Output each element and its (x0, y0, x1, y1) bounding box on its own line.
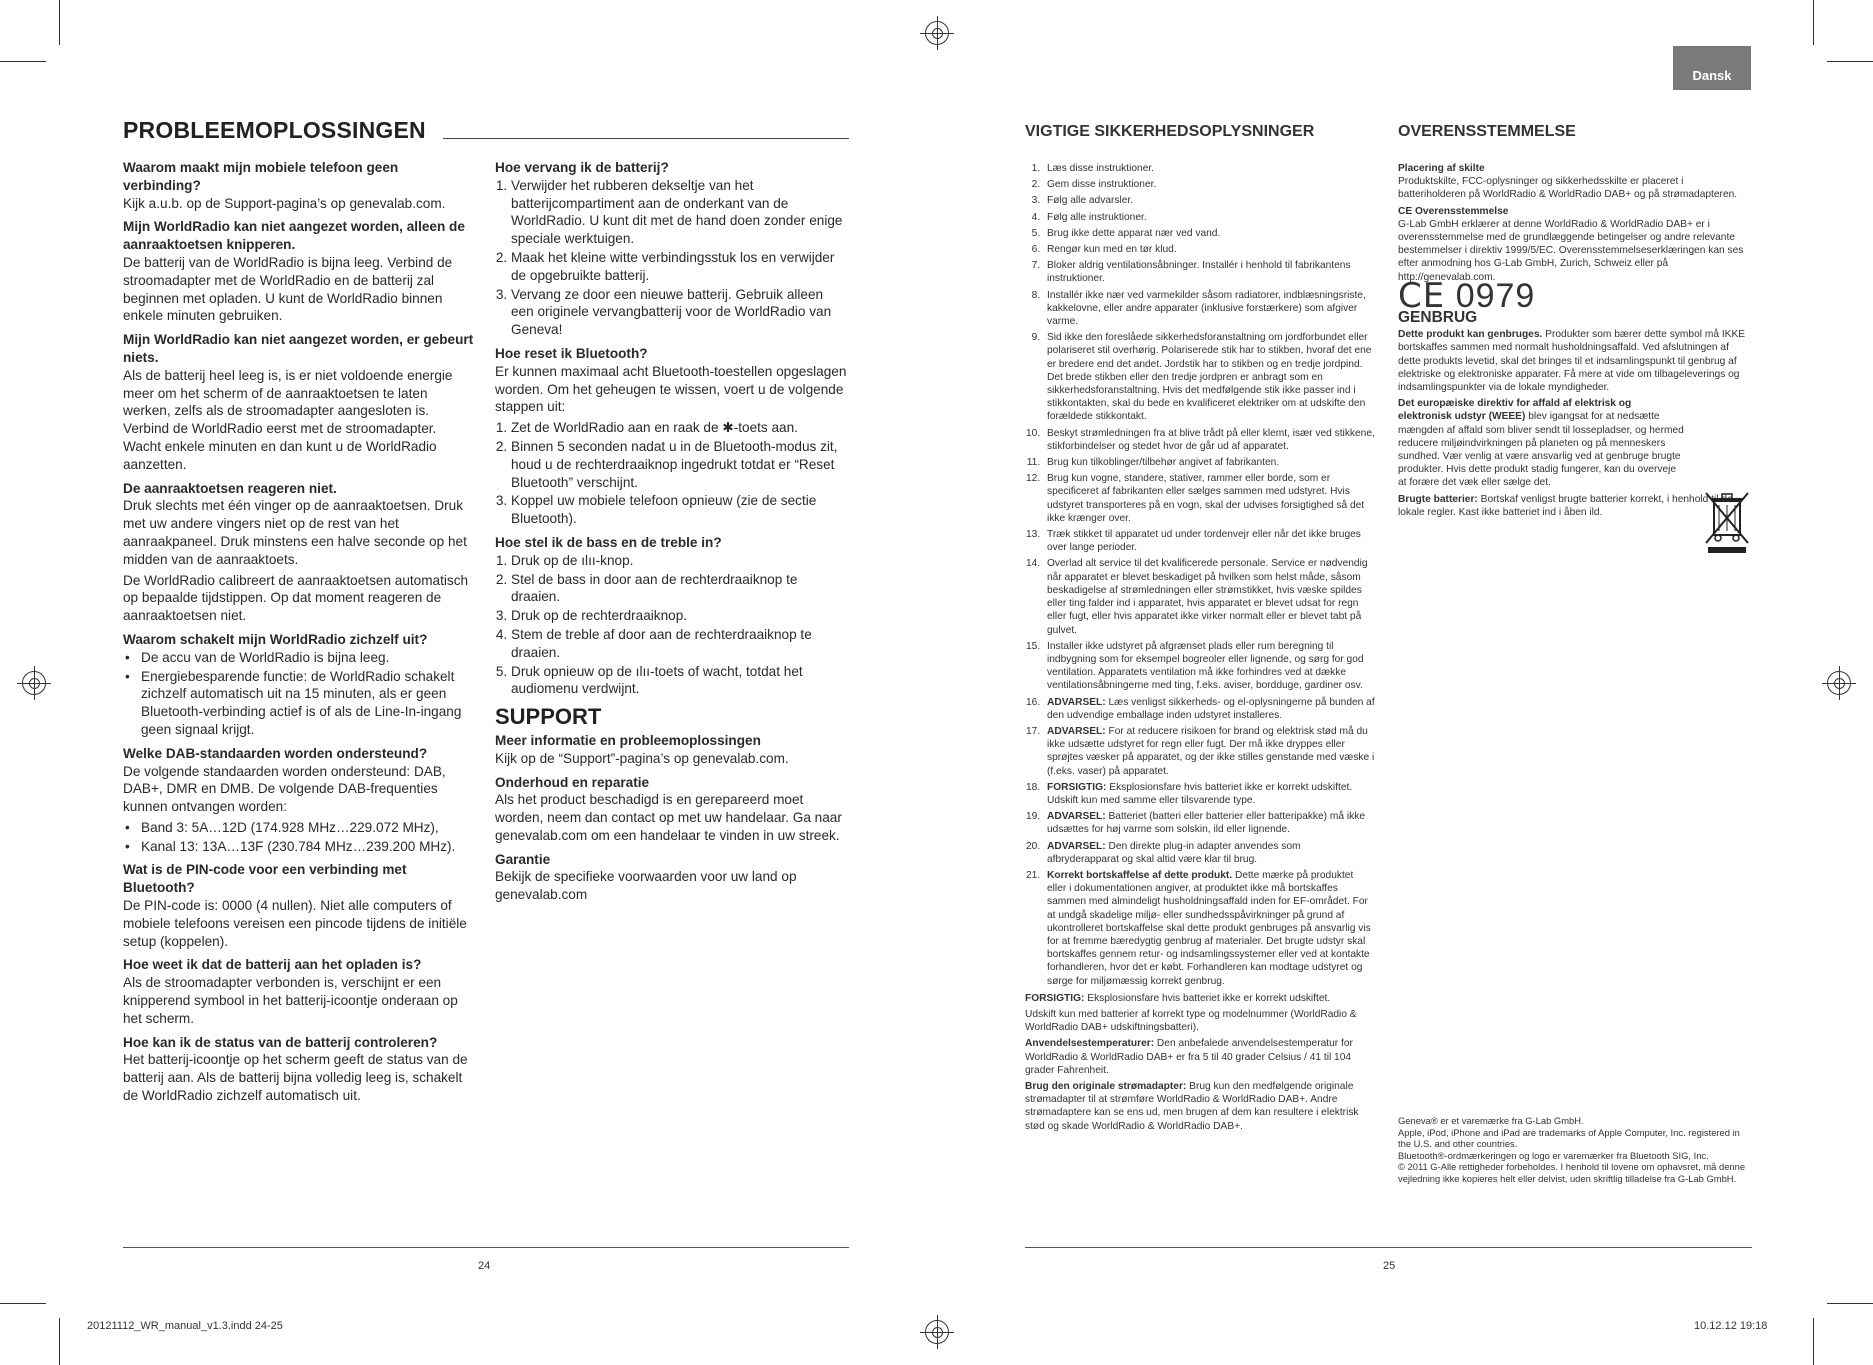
page-footer-rule (1025, 1247, 1752, 1248)
safety-item: 8. Installér ikke nær ved varmekilder såsom radiatorer, indblæsningsriste, kakkelovne, eller andre apparater (inklusive forstærkere) som afgiver varme. (1043, 289, 1375, 329)
warning-text: Batteriet (batteri eller batterier eller batteripakke) må ikke udsættes for høj varme som solskin, ild eller lignende. (1047, 811, 1365, 836)
list-item: 3. Druk op de rechterdraaiknop. (511, 607, 847, 625)
safety-column (1025, 162, 1375, 1136)
list-item: 1. Druk op de ılıı-knop. (511, 552, 847, 570)
print-date: 10.12.12 19:18 (1694, 1320, 1768, 1332)
safety-item (1043, 810, 1375, 836)
placement-text: Produktskilte, FCC-oplysninger og sikkerhedsskilte er placeret i batteriholderen på WorldRadio & WorldRadio DAB+ og på strømadapteren. (1398, 176, 1738, 201)
crop-mark (1813, 1318, 1814, 1365)
safety-item (1043, 725, 1375, 778)
caution-paragraph (1025, 992, 1375, 1005)
faq-answer: De batterij van de WorldRadio is bijna leeg. Verbind de stroomadapter met de WorldRadio en de batterij zal beginnen met opladen. U kunt de WorldRadio binnen enkele minuten gebruiken. (123, 254, 453, 324)
crop-mark (1827, 1303, 1873, 1304)
list-item: • Band 3: 5A…12D (174.928 MHz…229.072 MHz), (139, 819, 475, 837)
safety-item: 3. Følg alle advarsler. (1043, 194, 1375, 207)
list-item: 1. Zet de WorldRadio aan en raak de ✱-toets aan. (511, 419, 847, 437)
warning-text: Læs venligst sikkerheds- og el-oplysningerne på bunden af den udvendige emballage inden udstyret installeres. (1047, 696, 1375, 721)
title-rule (443, 138, 849, 139)
list-item: 2. Maak het kleine witte verbindingsstuk los en verwijder de opgebruikte batterij. (511, 249, 847, 285)
ce-label-text: CE Overensstemmelse (1398, 205, 1509, 217)
safety-item (1043, 840, 1375, 866)
safety-item: 11. Brug kun tilkoblinger/tilbehør angivet af fabrikanten. (1043, 456, 1375, 469)
faq-question: Welke DAB-standaarden worden ondersteund? (123, 745, 428, 761)
registration-mark-icon (925, 1320, 949, 1344)
trademark-notes (1398, 1115, 1752, 1185)
support-answer: Bekijk de specifieke voorwaarden voor uw land op genevalab.com (495, 869, 797, 903)
faq-question: Hoe reset ik Bluetooth? (495, 345, 648, 361)
safety-item: 12. Brug kun vogne, standere, stativer, rammer eller borde, som er specificeret af fabrikanten eller sælges sammen med udstyret. Hvis udstyret transporteres på en vogn, skal der udvises forsigtighed så det ikke krænger over. (1043, 472, 1375, 525)
faq-question: Waarom schakelt mijn WorldRadio zichzelf uit? (123, 631, 428, 647)
warning-label: ADVARSEL: (1047, 811, 1106, 823)
warning-label: ADVARSEL: (1047, 840, 1106, 852)
crop-mark (0, 61, 46, 62)
safety-item (1043, 781, 1375, 807)
safety-item: 2. Gem disse instruktioner. (1043, 178, 1375, 191)
faq-question: Waarom maakt mijn mobiele telefoon geen verbinding? (123, 160, 399, 193)
list-item: 2. Stel de bass in door aan de rechterdraaiknop te draaien. (511, 571, 847, 607)
safety-item: 1. Læs disse instruktioner. (1043, 162, 1375, 175)
warning-text: For at reducere risikoen for brand og elektrisk stød må du ikke udsætte udstyret for regn eller fugt. Der må ikke dryppes eller sprøjtes væsker på apparatet, og der ikke stilles genstande med væske i (f.eks. vaser) på apparatet. (1047, 725, 1375, 777)
crop-mark (59, 1318, 60, 1365)
ce-number: 0979 (1455, 276, 1536, 315)
trademark-line: Bluetooth®-ordmærkeringen og logo er varemærker fra Bluetooth SIG, Inc. (1398, 1149, 1709, 1161)
battery-text: Bortskaf venligst brugte batterier korrekt, i henhold til de lokale regler. Kast ikke batteriet ind i åben ild. (1398, 493, 1733, 518)
support-question: Onderhoud en reparatie (495, 774, 650, 790)
trademark-line: Geneva® er et varemærke fra G-Lab GmbH. (1398, 1115, 1584, 1126)
safety-title: VIGTIGE SIKKERHEDSOPLYSNINGER (1025, 123, 1315, 140)
faq-answer: Kijk a.u.b. op de Support-pagina’s op genevalab.com. (123, 195, 446, 211)
crop-mark (1827, 61, 1873, 62)
warning-label: ADVARSEL: (1047, 696, 1106, 708)
safety-item: 6. Rengør kun med en tør klud. (1043, 243, 1375, 256)
list-item: • De accu van de WorldRadio is bijna leeg. (139, 649, 475, 667)
ce-text: G-Lab GmbH erklærer at denne WorldRadio & WorldRadio DAB+ er i overensstemmelse med de grundlæggende betingelser og andre relevante bestemmelser i direktiv 1999/5/EC. Overensstemmelseserklæringen kan ses efter anmodning hos G-Lab GmbH, Zurich, Schweiz eller på http://genevalab.com. (1398, 218, 1744, 283)
support-question: Meer informatie en probleemoplossingen (495, 732, 761, 748)
registration-mark-icon (22, 671, 46, 695)
battery-label: Brugte batterier: (1398, 493, 1478, 505)
weee-text: blev igangsat for at nedsætte mængden af affald som bliver sendt til lossepladser, og hermed reducere miljøindvirkningen på planeten og på menneskers sundhed. Vær venlig at være ansvarlig ved at genbruge brugte produkter. Hvis dette produkt stadig fungerer, kan du overveje at forære det væk eller sælge det. (1398, 411, 1684, 489)
list-item: 5. Druk opnieuw op de ılıı-toets of wacht, totdat het audiomenu verdwijnt. (511, 663, 847, 699)
support-answer: Kijk op de “Support”-pagina’s op genevalab.com. (495, 750, 789, 766)
crop-mark (0, 1303, 46, 1304)
warning-label: Korrekt bortskaffelse af dette produkt. (1047, 869, 1233, 881)
recycle-paragraph (1398, 328, 1752, 394)
trademark-line: © 2011 G-Alle rettigheder forbeholdes. I henhold til lovene om ophavsret, må denne vejledning ikke kopieres helt eller delvist, uden skriftlig tilladelse fra G-Lab GmbH. (1398, 1161, 1746, 1184)
page-footer-rule (123, 1247, 849, 1248)
warning-text: Den direkte plug-in adapter anvendes som afbryderapparat og skal altid være klar til brug. (1047, 840, 1301, 865)
list-item: 3. Koppel uw mobiele telefoon opnieuw (zie de sectie Bluetooth). (511, 492, 847, 528)
faq-answer: De volgende standaarden worden ondersteund: DAB, DAB+, DMR en DMB. De volgende DAB-frequenties kunnen ontvangen worden: (123, 763, 446, 815)
faq-answer: Druk slechts met één vinger op de aanraaktoetsen. Druk met uw andere vingers niet op de rest van het aanraakpaneel. Druk minstens een halve seconde op het midden van de aanraaktoets. (123, 498, 467, 567)
recycle-label: Dette produkt kan genbruges. (1398, 329, 1543, 341)
temperature-label: Anvendelsestemperaturer: (1025, 1038, 1155, 1050)
safety-item: 4. Følg alle instruktioner. (1043, 211, 1375, 224)
placement-label (1398, 162, 1752, 175)
faq-question: Mijn WorldRadio kan niet aangezet worden, er gebeurt niets. (123, 332, 474, 365)
placement-label-text: Placering af skilte (1398, 163, 1485, 174)
print-filename: 20121112_WR_manual_v1.3.indd 24-25 (87, 1320, 283, 1332)
list-item: 3. Vervang ze door een nieuwe batterij. Gebruik alleen een originele vervangbatterij voor de WorldRadio van Geneva! (511, 286, 847, 339)
conformity-column (1398, 162, 1752, 522)
crop-mark (1813, 0, 1814, 45)
list-item: • Kanal 13: 13A…13F (230.784 MHz…239.200 MHz). (139, 838, 475, 856)
warning-text: Dette mærke på produktet eller i dokumentationen angiver, at produktet ikke må bortskaffes sammen med almindeligt husholdningsaffald inden for EF-området. For at undgå skadelige miljø- eller sundhedsspåvirkninger på grund af ukontrolleret bortskaffelse skal dette produkt genbruges på ansvarlig vis for at fremme bæredygtig genbrug af materialer. Det brugte udstyr skal bortskaffes gennem retur- og indsamlingssystemer eller ved at kontakte forhandleren, hvor det er købt. Forhandleren kan modtage udstyret og sørge for miljømæssig korrekt genbrug. (1047, 869, 1371, 987)
safety-item (1043, 869, 1375, 988)
safety-item: 7. Bloker aldrig ventilationsåbninger. Installér i henhold til fabrikantens instruktioner. (1043, 259, 1375, 285)
registration-mark-icon (1827, 671, 1851, 695)
faq-column-1 (123, 159, 475, 1108)
support-answer: Als het product beschadigd is en gerepareerd moet worden, neem dan contact op met uw handelaar. Ga naar genevalab.com om een handelaar te vinden in uw streek. (495, 792, 842, 843)
caution-text: Eksplosionsfare hvis batteriet ikke er korrekt udskiftet. (1084, 992, 1331, 1004)
recycle-text: Produkter som bærer dette symbol må IKKE bortskaffes sammen med normalt husholdningsaffald. Ved afslutningen af dette produkts levetid, skal det bringes til et indsamlingspunkt til genbrug af elektriske og elektroniske apparater. Få mere at vide om tilbageleverings og indsamlingspunkter via de lokale myndigheder. (1398, 329, 1746, 394)
faq-question: Mijn WorldRadio kan niet aangezet worden, alleen de aanraaktoetsen knipperen. (123, 219, 465, 253)
safety-list (1025, 162, 1375, 988)
safety-item: 9. Sid ikke den foreslåede sikkerhedsforanstaltning om jordforbundet eller polariseret stil overhørig. Polariserede stik har to stikben, hvoraf det ene er bredere end det andet. Jordstik har to stikben og en tredje jordpind. Det brede stikben eller den tredje jordpren er anbragt som en sikkerhedsforanstaltning. Hvis det medfølgende stik ikke passer ind i stikkontakten, skal du bede en kvalificeret elektriker om at udskifte den forældede stikkontakt. (1043, 331, 1375, 423)
trademark-line: Apple, iPod, iPhone and iPad are trademarks of Apple Computer, Inc. registered in the U.S. and other countries. (1398, 1126, 1740, 1150)
faq-column-2 (495, 159, 847, 907)
recycle-title: GENBRUG (1398, 309, 1478, 327)
page-number: 25 (1383, 1260, 1396, 1272)
weee-label: Det europæiske direktiv for affald af elektrisk og elektronisk udstyr (WEEE) (1398, 398, 1632, 423)
replace-paragraph: Udskift kun med batterier af korrekt type og modelnummer (WorldRadio & WorldRadio DAB+ udskiftningsbatteri). (1025, 1008, 1357, 1034)
safety-item: 14. Overlad alt service til det kvalificerede personale. Service er nødvendig når apparatet er blevet beskadiget på hvilken som helst måde, såsom beskadigelse af strømledningen eller strømstikket, hvis væske spildes eller ting falder ind i apparatet, hvis apparatet er blevet udsat for regn eller fugt, eller hvis apparatet ikke virker normalt eller er blevet tabt på gulvet. (1043, 557, 1375, 636)
crossed-bin-icon (1702, 487, 1752, 557)
warning-label: FORSIGTIG: (1047, 781, 1107, 793)
ce-mark (1398, 275, 1752, 316)
language-tab: Dansk (1673, 46, 1751, 90)
adapter-text: Brug kun den medfølgende originale strømadapter til at strømføre WorldRadio & WorldRadio DAB+. Andre strømadaptere kan se ens ud, men brugen af dem kan resultere i elektrisk stød og skade WorldRadio & WorldRadio DAB+. (1025, 1081, 1359, 1132)
faq-question: De aanraaktoetsen reageren niet. (123, 480, 337, 496)
support-question: Garantie (495, 851, 551, 867)
list-item: 4. Stem de treble af door aan de rechterdraaiknop te draaien. (511, 626, 847, 662)
faq-answer: De WorldRadio calibreert de aanraaktoetsen automatisch op bepaalde tijdstippen. Op dat moment reageren de aanraaktoetsen niet. (123, 572, 469, 624)
faq-question: Wat is de PIN-code voor een verbinding met Bluetooth? (123, 862, 407, 896)
faq-question: Hoe vervang ik de batterij? (495, 160, 669, 175)
section-title: PROBLEEMOPLOSSINGEN (123, 117, 426, 143)
caution-label: FORSIGTIG: (1025, 992, 1085, 1004)
conformity-title: OVERENSSTEMMELSE (1398, 123, 1576, 140)
list-item: 2. Binnen 5 seconden nadat u in de Bluetooth-modus zit, houd u de rechterdraaiknop ingedrukt totdat er “Reset Bluetooth” verschijnt. (511, 438, 847, 491)
ce-label (1398, 205, 1752, 218)
faq-answer: Als de batterij heel leeg is, is er niet voldoende energie meer om het scherm of de aanraaktoetsen te laten werken, zelfs als de stroomadapter aangesloten is. Verbind de WorldRadio eerst met de stroomadapter. Wacht enkele minuten en dan kunt u de WorldRadio aanzetten. (123, 367, 453, 472)
page-number: 24 (478, 1260, 491, 1272)
ce-logo-icon: CE (1398, 275, 1446, 316)
battery-paragraph (1398, 493, 1752, 519)
faq-answer: De PIN-code is: 0000 (4 nullen). Niet alle computers of mobiele telefoons vereisen een pincode tijdens de initiële setup (koppelen). (123, 898, 467, 949)
list-item: 1. Verwijder het rubberen dekseltje van het batterijcompartiment aan de onderkant van de WorldRadio. U kunt dit met de hand doen zonder enige speciale werktuigen. (511, 177, 847, 248)
faq-question: Hoe kan ik de status van de batterij controleren? (123, 1034, 438, 1050)
adapter-label: Brug den originale strømadapter: (1025, 1081, 1187, 1092)
warning-label: ADVARSEL: (1047, 725, 1106, 737)
crop-mark (59, 0, 60, 45)
faq-answer: Als de stroomadapter verbonden is, verschijnt er een knipperend symbool in het batterij-icoontje onderaan op het scherm. (123, 975, 458, 1026)
adapter-paragraph (1025, 1080, 1375, 1133)
safety-item (1043, 696, 1375, 722)
safety-item: 13. Træk stikket til apparatet ud under tordenvejr eller når det ikke bruges over lange perioder. (1043, 528, 1375, 554)
safety-item: 10. Beskyt strømledningen fra at blive trådt på eller klemt, især ved stikkene, stikforbindelser og stedet hvor de går ud af apparatet. (1043, 427, 1375, 453)
list-item: • Energiebesparende functie: de WorldRadio schakelt zichzelf automatisch uit na 15 minuten, als er geen Bluetooth-verbinding actief is of als de Line-In-ingang geen signaal krijgt. (139, 668, 475, 739)
faq-question: Hoe weet ik dat de batterij aan het opladen is? (123, 957, 422, 973)
temperature-paragraph (1025, 1037, 1375, 1077)
registration-mark-icon (925, 21, 949, 45)
temperature-text: Den anbefalede anvendelsestemperatur for WorldRadio & WorldRadio DAB+ er fra 5 til 40 grader Celsius / 41 til 104 grader Fahrenheit. (1025, 1038, 1353, 1076)
safety-item: 5. Brug ikke dette apparat nær ved vand. (1043, 227, 1375, 240)
weee-paragraph (1398, 397, 1752, 489)
safety-item: 15. Installer ikke udstyret på afgrænset plads eller rum beregning til indbygning som for eksempel bogreoler eller lignende, og sørg for god ventilation. Apparatets ventilation må ikke forhindres ved at dække ventilationsåbningerne med ting, f.eks. aviser, bordduge, gardiner osv. (1043, 640, 1375, 693)
faq-answer: Het batterij-icoontje op het scherm geeft de status van de batterij aan. Als de batterij bijna volledig leeg is, schakelt de WorldRadio zichzelf automatisch uit. (123, 1052, 468, 1104)
support-title: SUPPORT (495, 704, 602, 730)
warning-text: Eksplosionsfare hvis batteriet ikke er korrekt udskiftet. Udskift kun med samme eller tilsvarende type. (1047, 781, 1353, 806)
faq-question: Hoe stel ik de bass en de treble in? (495, 534, 722, 550)
faq-answer: Er kunnen maximaal acht Bluetooth-toestellen opgeslagen worden. Om het geheugen te wissen, voert u de volgende stappen uit: (495, 363, 847, 415)
